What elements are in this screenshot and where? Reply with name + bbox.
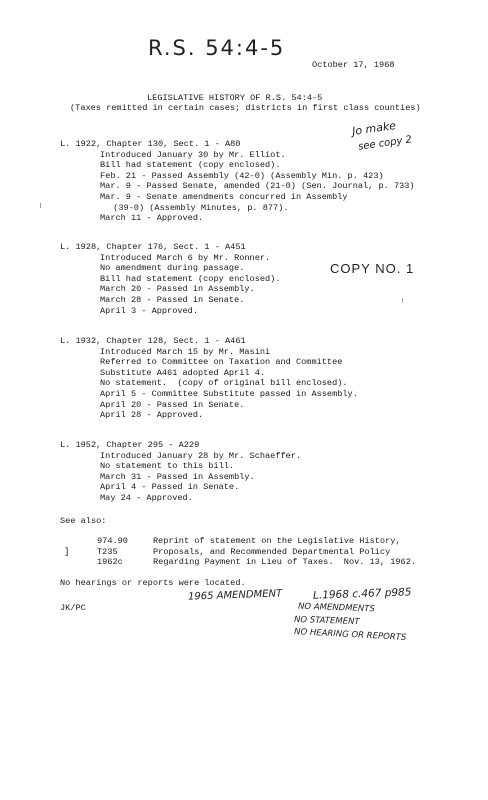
entry-1922 (60, 139, 415, 224)
handwritten-amendment-ref: L.1968 c.467 p985 (312, 586, 412, 602)
scan-mark (402, 298, 403, 303)
scan-mark (40, 203, 41, 208)
entry-1952 (60, 440, 301, 504)
entry-line: April 20 - Passed in Senate. (100, 399, 245, 410)
see-also-refs (97, 536, 128, 568)
document-title: LEGISLATIVE HISTORY OF R.S. 54:4-5 (147, 93, 323, 103)
entry-1932 (60, 336, 358, 421)
see-also-label: See also: (60, 516, 107, 526)
entry-line: Mar. 9 - Passed Senate, amended (21-0) (Sen. Journal, p. 733) (100, 181, 415, 192)
see-also-line: Reprint of statement on the Legislative History, (153, 536, 401, 546)
entry-line: Feb. 21 - Passed Assembly (42-0) (Assembly Min. p. 423) (100, 170, 384, 181)
entry-heading: L. 1952, Chapter 295 - A229 (60, 440, 200, 450)
handwritten-note-line: NO STATEMENT (293, 614, 360, 628)
entry-heading: L. 1932, Chapter 128, Sect. 1 - A461 (60, 336, 246, 346)
copy-stamp: COPY NO. 1 (330, 261, 415, 276)
no-hearings-note: No hearings or reports were located. (60, 578, 246, 588)
see-also-ref: 974.90 (97, 536, 128, 546)
entry-line: (39-0) (Assembly Minutes, p. 877). (108, 202, 289, 213)
see-also-ref: 1962c (97, 557, 123, 568)
see-also-text (153, 536, 416, 568)
see-also-line: Regarding Payment in Lieu of Taxes. Nov. 13, 1962. (153, 557, 417, 568)
see-also-line: Proposals, and Recommended Departmental Policy (153, 546, 391, 557)
entry-line: Introduced January 28 by Mr. Schaeffer. (100, 450, 302, 461)
entry-line: Introduced March 6 by Mr. Ronner. (100, 252, 271, 263)
document-date: October 17, 1968 (312, 60, 395, 70)
handwritten-amendment-label: 1965 AMENDMENT (187, 588, 283, 603)
entry-line: Mar. 9 - Senate amendments concurred in Assembly (100, 191, 348, 202)
entry-line: April 4 - Passed in Senate. (100, 482, 240, 493)
margin-note-line-2: see copy 2 (357, 134, 413, 153)
entry-line: Bill had statement (copy enclosed). (100, 273, 281, 284)
entry-line: Bill had statement (copy enclosed). (100, 160, 281, 171)
entry-line: No amendment during passage. (100, 263, 245, 274)
entry-line: No statement. (copy of original bill enclosed). (100, 378, 348, 389)
entry-line: March 28 - Passed in Senate. (100, 294, 245, 305)
entry-line: March 20 - Passed in Assembly. (100, 284, 255, 295)
handwritten-note-line: NO AMENDMENTS (297, 601, 375, 615)
entry-line: Referred to Committee on Taxation and Committee (100, 357, 343, 368)
bracket-mark: ] (64, 547, 70, 557)
entry-line: May 24 - Approved. (100, 492, 193, 503)
entry-line: Substitute A461 adopted April 4. (100, 367, 266, 378)
entry-line: March 31 - Passed in Assembly. (100, 471, 255, 482)
entry-line: April 5 - Committee Substitute passed in Assembly. (100, 388, 358, 399)
margin-note-line-1: Jo make (351, 118, 397, 139)
entry-line: April 3 - Approved. (100, 305, 198, 316)
entry-line: April 28 - Approved. (100, 410, 204, 421)
entry-1928 (60, 242, 281, 316)
see-also-ref: T235 (97, 546, 118, 557)
document-subtitle: (Taxes remitted in certain cases; districts in first class counties) (70, 103, 421, 113)
handwritten-note-line: NO HEARING OR REPORTS (293, 627, 407, 643)
typist-initials: JK/PC (60, 603, 86, 613)
entry-line: No statement to this bill. (100, 461, 235, 472)
entry-line: Introduced January 30 by Mr. Elliot. (100, 149, 286, 160)
entry-heading: L. 1928, Chapter 176, Sect. 1 - A451 (60, 242, 246, 252)
handwritten-title: R.S. 54:4-5 (148, 36, 286, 60)
entry-line: Introduced March 15 by Mr. Masini (100, 346, 271, 357)
entry-line: March 11 - Approved. (100, 213, 204, 224)
entry-heading: L. 1922, Chapter 130, Sect. 1 - A80 (60, 139, 241, 149)
